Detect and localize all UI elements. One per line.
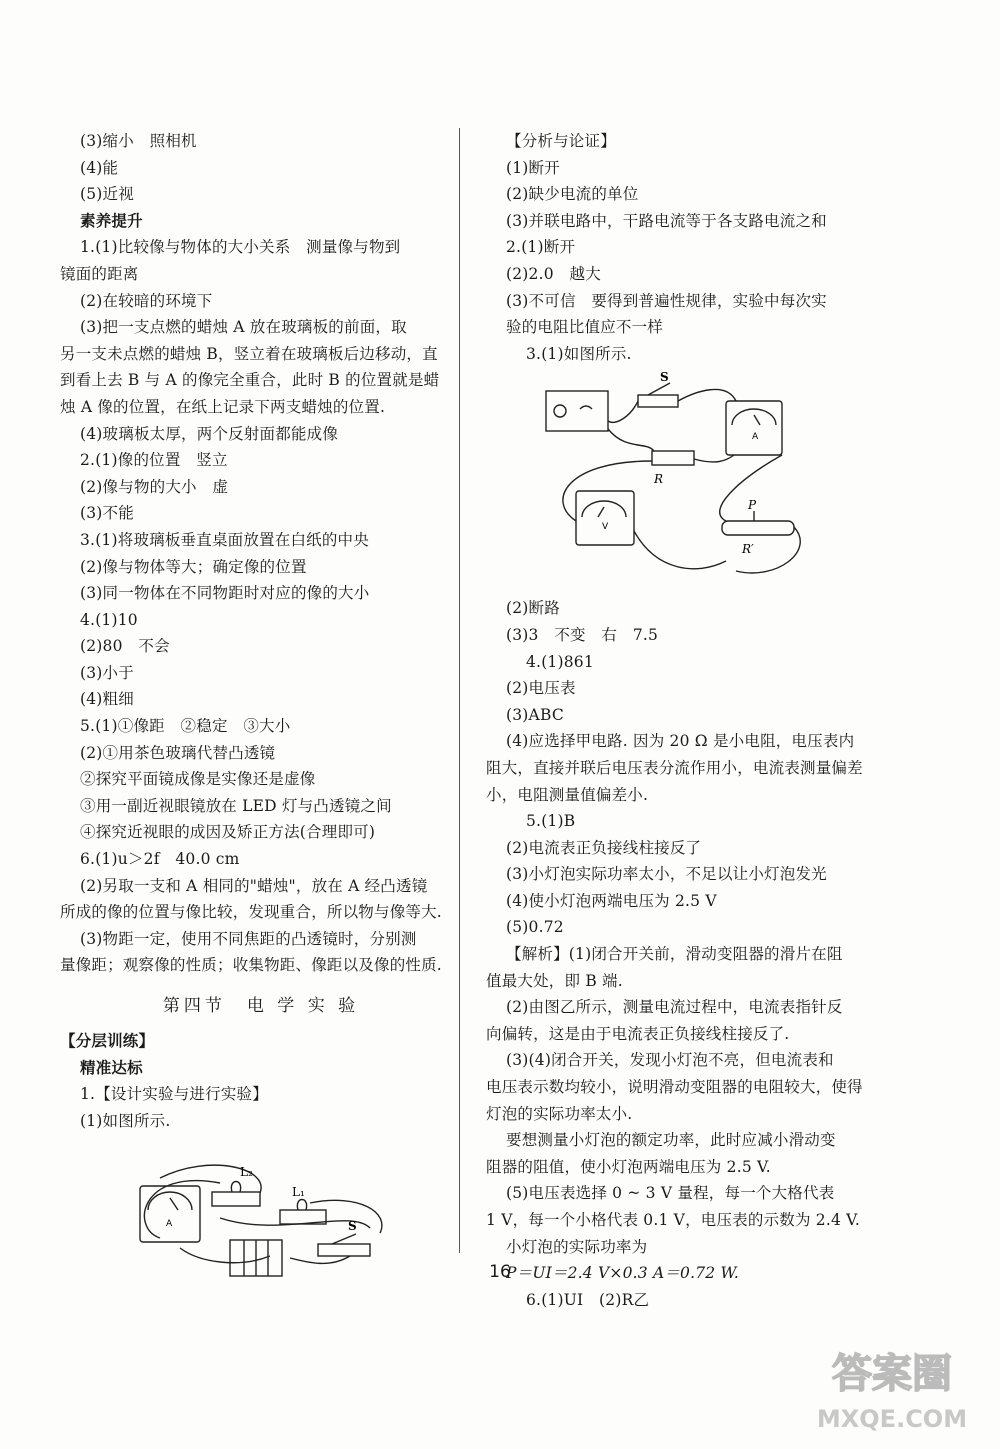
answer-line: (5)0.72 [506,918,564,937]
answer-line: 【解析】(1)闭合开关前，滑动变阻器的滑片在阻 [506,945,843,964]
watermark-text-top: 答案圈 [832,1351,952,1397]
answer-line: 4.(1)861 [526,652,594,671]
label-L2: L₂ [240,1165,253,1180]
page-number: 16 [489,1262,511,1282]
answer-line: 6.(1)UI (2)R乙 [526,1290,650,1309]
answer-line: 值最大处，即 B 端. [486,971,623,990]
answer-line: (5)近视 [80,185,134,204]
answer-line: (3)缩小 照相机 [80,132,197,150]
answer-line: 1 V，每一个小格代表 0.1 V，电压表的示数为 2.4 V. [486,1211,860,1229]
answer-line: (4)能 [80,158,119,177]
answer-line: (2)①用茶色玻璃代替凸透镜 [80,743,276,762]
watermark-text-bottom: MXQE.COM [816,1405,968,1433]
watermark-logo [802,1329,982,1437]
answer-line: (1)如图所示. [80,1111,171,1130]
circuit-figure-parallel [120,1138,400,1278]
answer-line: 2.(1)像的位置 竖立 [80,451,228,470]
answer-line: 阻器的阻值，使小灯泡两端电压为 2.5 V. [486,1157,771,1176]
answer-line: 小灯泡的实际功率为 [506,1237,648,1256]
answer-line: (4)使小灯泡两端电压为 2.5 V [506,891,717,910]
answer-line: 另一支未点燃的蜡烛 B，竖立着在玻璃板后边移动，直 [60,344,438,363]
column-divider [459,128,460,1253]
answer-line: ④探究近视眼的成因及矫正方法(合理即可) [80,823,376,842]
answer-line: 5.(1)①像距 ②稳定 ③大小 [80,717,291,736]
label-R-prime: R′ [742,542,754,557]
answer-line: 3.(1)将玻璃板垂直桌面放置在白纸的中央 [80,530,369,549]
answer-line: (3)小于 [80,663,134,682]
answer-line: (2)2.0 越大 [506,264,601,283]
answer-line: (3)同一物体在不同物距时对应的像的大小 [80,584,370,603]
subheading-suyang: 素养提升 [80,210,143,230]
answer-line: (2)缺少电流的单位 [506,185,639,204]
answer-line: (2)像与物的大小 虚 [80,477,229,496]
label-A: A [166,1219,173,1230]
answer-line: 阻大，直接并联后电压表分流作用小，电流表测量偏差 [486,758,863,777]
label-R: R [654,472,664,487]
answer-line: 灯泡的实际功率太小. [486,1104,633,1123]
answer-line: ③用一副近视眼镜放在 LED 灯与凸透镜之间 [80,796,392,815]
answer-line: 到看上去 B 与 A 的像完全重合，此时 B 的位置就是蜡 [60,371,440,390]
answer-line: (3)ABC [506,705,564,724]
answer-line: (2)另取一支和 A 相同的"蜡烛"，放在 A 经凸透镜 [80,876,428,895]
left-column [60,128,442,1282]
answer-line: 1.【设计实验与进行实验】 [80,1085,268,1104]
answer-line: 6.(1)u＞2f 40.0 cm [80,850,240,869]
answer-line: 所成的像的位置与像比较，发现重合，所以物与像等大. [60,903,442,922]
answer-line: (3)小灯泡实际功率太小，不足以让小灯泡发光 [506,865,827,884]
answer-line: (3)并联电路中，干路电流等于各支路电流之和 [506,211,827,230]
answer-line: 要想测量小灯泡的额定功率，此时应减小滑动变 [506,1131,836,1150]
answer-line: (3)3 不变 右 7.5 [506,625,659,644]
answer-line: (4)玻璃板太厚，两个反射面都能成像 [80,424,339,443]
subheading-jingzhun: 精准达标 [80,1057,143,1077]
answer-line: (2)由图乙所示，测量电流过程中，电流表指针反 [506,998,843,1017]
answer-line: 验的电阻比值应不一样 [506,318,664,337]
formula-line: P＝UI＝2.4 V×0.3 A＝0.72 W. [506,1264,740,1283]
answer-line: (4)应选择甲电路. 因为 20 Ω 是小电阻，电压表内 [506,732,855,751]
subheading-fenceng: 【分层训练】 [60,1031,155,1050]
answer-line: (2)电流表正负接线柱接反了 [506,838,702,857]
answer-line: 2.(1)断开 [506,238,576,257]
label-L1: L₁ [292,1185,305,1200]
answer-line: (3)物距一定，使用不同焦距的凸透镜时，分别测 [80,929,417,948]
label-S: S [660,371,669,385]
answer-line: 4.(1)10 [80,610,138,629]
answer-line: 镜面的距离 [60,264,139,283]
answer-line: (3)不可信 要得到普遍性规律，实验中每次实 [506,291,827,310]
answer-line: 【分析与论证】 [506,132,616,150]
answer-line: (5)电压表选择 0 ~ 3 V 量程，每一个大格代表 [506,1184,835,1203]
answer-line: (2)断路 [506,599,560,618]
label-S: S [348,1219,357,1234]
answer-line: (1)断开 [506,158,560,177]
circuit-figure-series [536,371,816,591]
answer-line: (3)(4)闭合开关，发现小灯泡不亮，但电流表和 [506,1051,834,1070]
answer-line: ②探究平面镜成像是实像还是虚像 [80,770,316,789]
answer-line: 电压表示数均较小，说明滑动变阻器的电阻较大，使得 [486,1078,863,1097]
answer-line: 量像距；观察像的性质；收集物距、像距以及像的性质. [60,956,442,975]
label-P: P [748,498,757,513]
answer-line: (2)像与物体等大；确定像的位置 [80,557,307,576]
answer-line: (2)在较暗的环境下 [80,291,213,310]
answer-line: (3)不能 [80,504,134,523]
section-title: 第四节 电 学 实 验 [162,996,360,1016]
answer-line: (2)电压表 [506,679,576,698]
label-A: A [752,432,759,443]
answer-line: 3.(1)如图所示. [526,344,632,363]
answer-line: 1.(1)比较像与物体的大小关系 测量像与物到 [80,238,401,257]
answer-line: 5.(1)B [526,812,576,831]
answer-line: (4)粗细 [80,690,134,709]
answer-line: (3)把一支点燃的蜡烛 A 放在玻璃板的前面，取 [80,318,407,337]
answer-line: (2)80 不会 [80,637,170,656]
label-V: V [602,522,609,533]
answer-line: 向偏转，这是由于电流表正负接线柱接反了. [486,1024,790,1043]
answer-line: 烛 A 像的位置，在纸上记录下两支蜡烛的位置. [60,397,386,416]
answer-line: 小，电阻测量值偏差小. [486,785,649,804]
